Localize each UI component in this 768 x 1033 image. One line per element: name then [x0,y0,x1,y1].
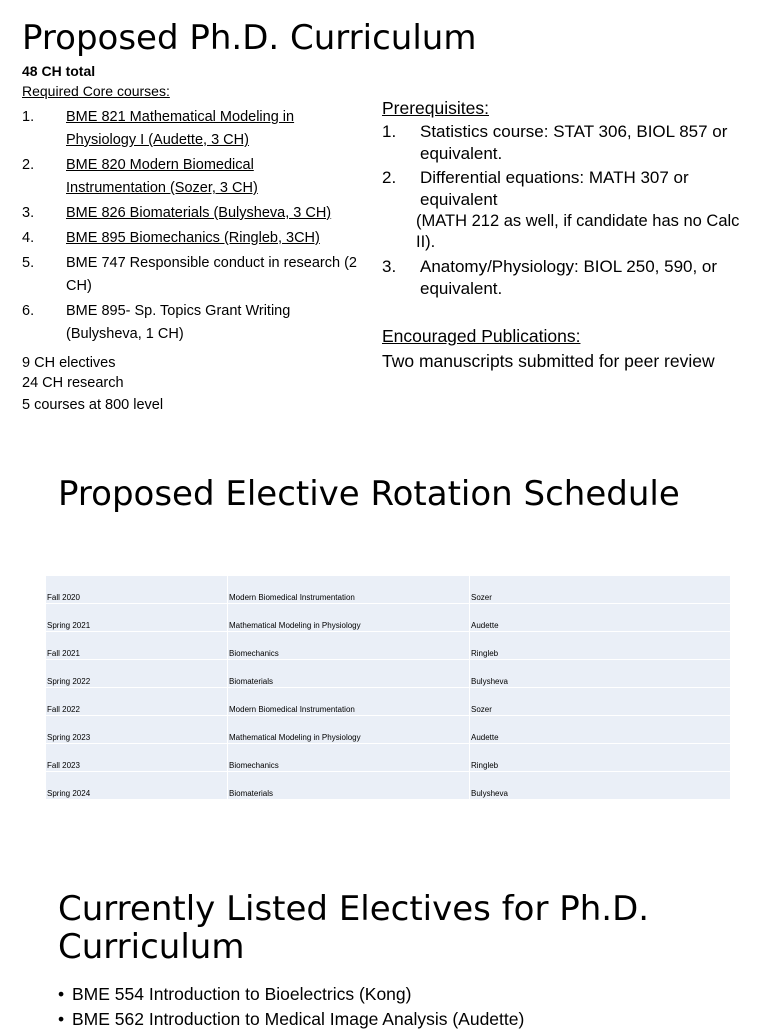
prerequisite-text: Anatomy/Physiology: BIOL 250, 590, or equivalent. [420,257,718,298]
instructor-cell: Bulysheva [469,772,730,799]
research-credits: 24 CH research [22,375,124,391]
term-cell: Spring 2023 [46,716,227,743]
list-number: 2. [382,168,397,187]
table-row [46,632,730,659]
instructor-cell: Ringleb [469,632,730,659]
course-cell: Mathematical Modeling in Physiology [227,716,469,743]
term-cell: Spring 2021 [46,604,227,631]
total-credit-hours: 48 CH total [22,63,96,79]
course-cell: Biomaterials [227,660,469,687]
page-title: Proposed Ph.D. Curriculum [22,18,477,58]
list-number: 4. [22,230,35,246]
table-row [46,660,730,687]
publications-text: Two manuscripts submitted for peer review [382,351,715,371]
list-number: 3. [22,205,35,221]
elective-text: BME 562 Introduction to Medical Image Analysis (Audette) [72,1009,525,1029]
prerequisite-text: Differential equations: MATH 307 or equivalent [420,168,689,209]
table-row [46,772,730,799]
core-course-item [22,106,357,152]
course-cell: Modern Biomedical Instrumentation [227,688,469,715]
course-cell: Biomechanics [227,632,469,659]
list-number: 1. [22,109,35,125]
prerequisite-item [382,167,754,210]
electives-credits: 9 CH electives [22,355,116,371]
table-row [46,576,730,603]
instructor-cell: Audette [469,604,730,631]
instructor-cell: Sozer [469,688,730,715]
core-course-item [22,252,357,298]
list-number: 6. [22,303,35,319]
instructor-cell: Sozer [469,576,730,603]
course-cell: Biomechanics [227,744,469,771]
required-core-heading: Required Core courses: [22,83,170,99]
publications-heading: Encouraged Publications: [382,326,581,346]
electives-title: Currently Listed Electives for Ph.D. Curriculum [58,889,650,967]
elective-text: BME 554 Introduction to Bioelectrics (Kong) [72,984,412,1004]
term-cell: Spring 2024 [46,772,227,799]
bullet-icon: • [58,984,65,1004]
term-cell: Fall 2021 [46,632,227,659]
instructor-cell: Audette [469,716,730,743]
list-item [58,983,758,1006]
table-row [46,744,730,771]
list-number: 3. [382,257,397,276]
core-course-text: BME 895 Biomechanics (Ringleb, 3CH) [66,230,320,246]
table-row [46,716,730,743]
core-course-item [22,202,357,225]
rotation-schedule-table [46,575,730,800]
electives-list [58,983,758,1033]
prerequisite-item [382,256,754,299]
course-level-requirement: 5 courses at 800 level [22,397,164,413]
list-number: 5. [22,255,35,271]
core-course-text: BME 747 Responsible conduct in research (2 CH) [66,255,357,294]
table-row [46,688,730,715]
instructor-cell: Bulysheva [469,660,730,687]
prerequisite-text: Statistics course: STAT 306, BIOL 857 or equivalent. [420,122,728,163]
core-course-text: BME 821 Mathematical Modeling in Physiology I (Audette, 3 CH) [66,109,295,148]
core-course-text: BME 826 Biomaterials (Bulysheva, 3 CH) [66,205,332,221]
term-cell: Fall 2023 [46,744,227,771]
list-number: 1. [382,122,397,141]
core-course-item [22,300,357,346]
term-cell: Fall 2022 [46,688,227,715]
term-cell: Fall 2020 [46,576,227,603]
schedule-title: Proposed Elective Rotation Schedule [58,474,680,514]
bullet-icon: • [58,1009,65,1029]
list-item [58,1008,758,1031]
core-course-item [22,227,357,250]
instructor-cell: Ringleb [469,744,730,771]
table-row [46,604,730,631]
prerequisite-item [382,121,754,164]
core-course-list [22,106,357,348]
core-course-item [22,154,357,200]
course-cell: Biomaterials [227,772,469,799]
core-course-text: BME 820 Modern Biomedical Instrumentation (Sozer, 3 CH) [66,157,258,196]
course-cell: Mathematical Modeling in Physiology [227,604,469,631]
course-cell: Modern Biomedical Instrumentation [227,576,469,603]
term-cell: Spring 2022 [46,660,227,687]
prerequisites-heading: Prerequisites: [382,98,489,118]
prerequisite-note: (MATH 212 as well, if candidate has no Calc II). [416,212,740,251]
core-course-text: BME 895- Sp. Topics Grant Writing (Bulysheva, 1 CH) [66,303,291,342]
list-number: 2. [22,157,35,173]
